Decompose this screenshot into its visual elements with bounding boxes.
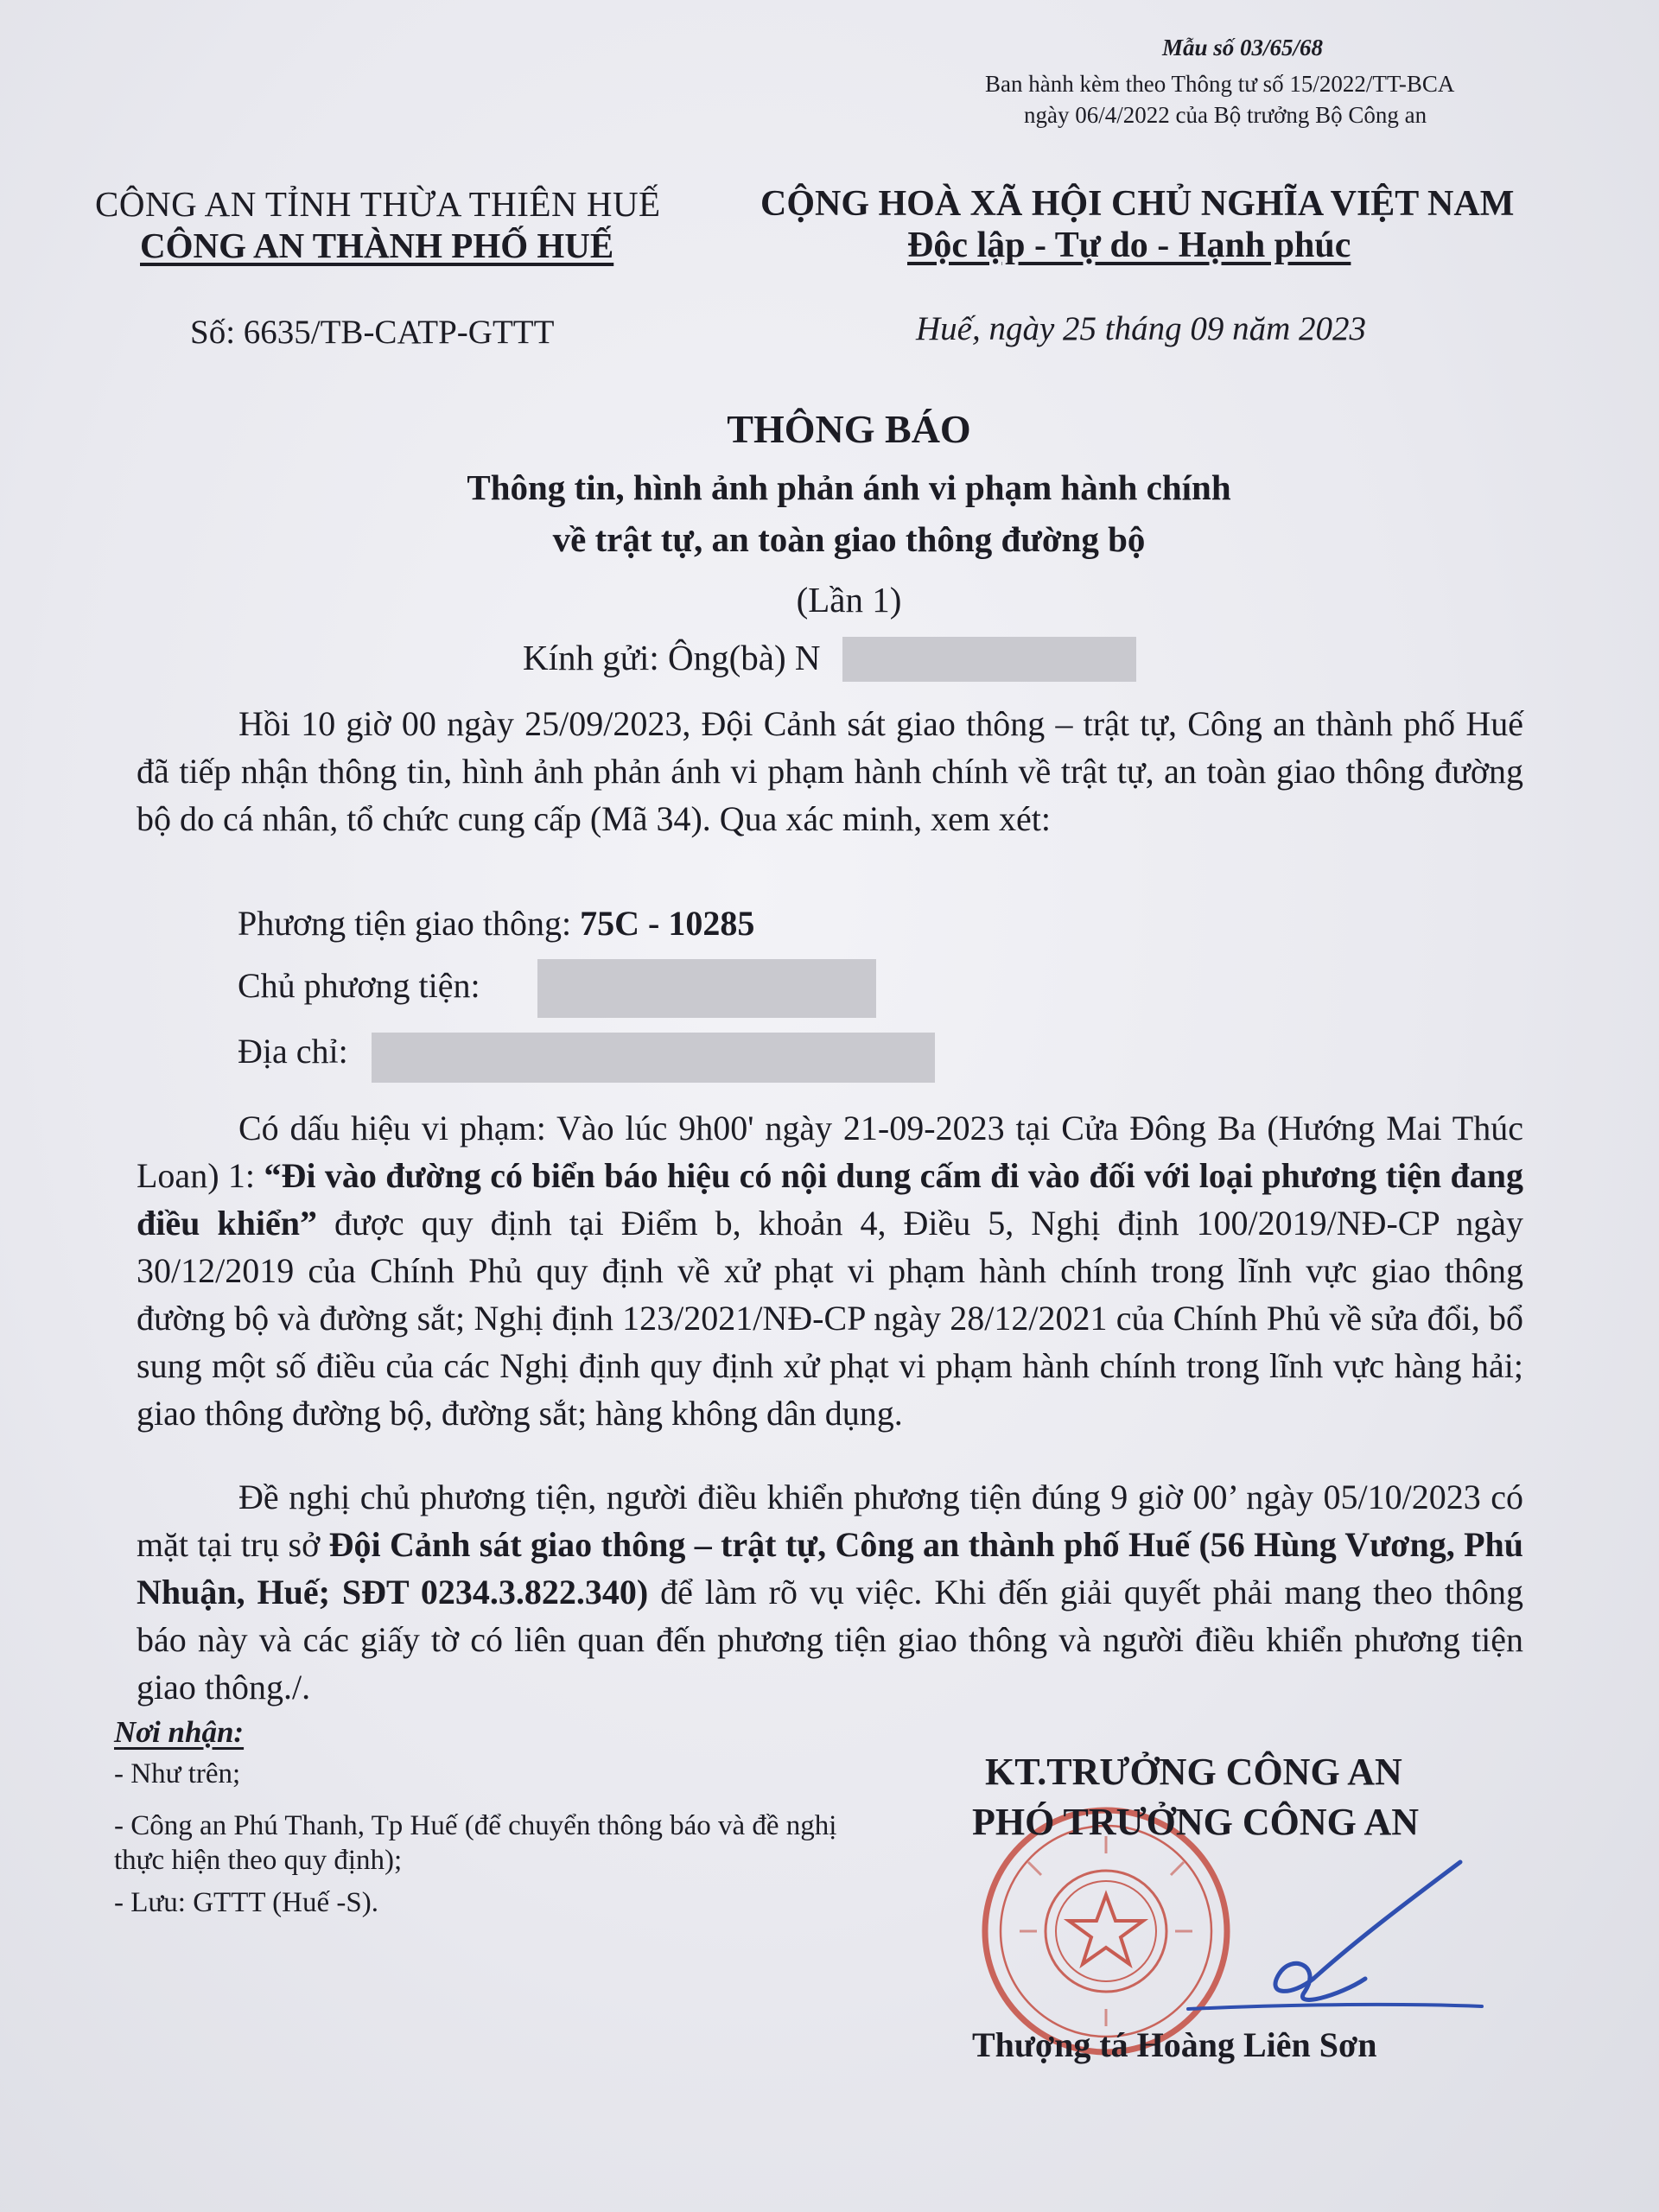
vehicle-plate: 75C - 10285 xyxy=(580,904,755,943)
form-issued-date: ngày 06/4/2022 của Bộ trưởng Bộ Công an xyxy=(1024,102,1427,128)
violation-legal-basis: được quy định tại Điểm b, khoản 4, Điều 5, Nghị định 100/2019/NĐ-CP ngày 30/12/2019 của Chính Phủ quy định về xử phạt vi phạm hành chính trong lĩnh vực giao thông đường bộ và đường sắt; Nghị định 123/2021/NĐ-CP ngày 28/12/2021 của Chính Phủ về sửa đổi, bổ sung một số điều của các Nghị định quy định xử phạt vi phạm hành chính trong lĩnh vực hàng hải; giao thông đường bộ, đường sắt; hàng không dân dụng. xyxy=(137,1204,1524,1433)
document-number: Số: 6635/TB-CATP-GTTT xyxy=(190,314,555,351)
request-text-end: để làm rõ vụ việc. Khi đến giải quyết phải mang theo thông báo này và các giấy tờ có liên quan đến phương tiện giao thông và người điều khiển phương tiện giao thông./. xyxy=(137,1573,1524,1707)
document-title: THÔNG BÁO xyxy=(727,407,971,451)
address-label: Địa chỉ: xyxy=(238,1032,348,1071)
recipients-title: Nơi nhận: xyxy=(114,1715,245,1749)
vehicle-label: Phương tiện giao thông: xyxy=(238,904,581,943)
address-field xyxy=(238,1031,348,1071)
recipient-label: Kính gửi: Ông(bà) N xyxy=(523,638,821,677)
redacted-recipient-name xyxy=(842,637,1136,682)
owner-label: Chủ phương tiện: xyxy=(238,966,480,1005)
agency-parent: CÔNG AN TỈNH THỪA THIÊN HUẾ xyxy=(95,184,661,224)
recipient-item: - Như trên; xyxy=(114,1758,241,1789)
redacted-address xyxy=(372,1033,935,1083)
place-date: Huế, ngày 25 tháng 09 năm 2023 xyxy=(916,310,1367,347)
country-name: CỘNG HOÀ XÃ HỘI CHỦ NGHĨA VIỆT NAM xyxy=(760,184,1515,224)
document-subtitle-line2: về trật tự, an toàn giao thông đường bộ xyxy=(552,519,1146,559)
agency-name: CÔNG AN THÀNH PHỐ HUẾ xyxy=(140,226,614,265)
form-number: Mẫu số 03/65/68 xyxy=(1162,35,1324,60)
redacted-owner-name xyxy=(537,959,876,1018)
violation-paragraph xyxy=(137,1104,1523,1437)
owner-field xyxy=(238,965,480,1006)
signer-name: Thượng tá Hoàng Liên Sơn xyxy=(972,2025,1377,2064)
handwritten-signature xyxy=(1184,1849,1486,2022)
form-issued-with: Ban hành kèm theo Thông tư số 15/2022/TT-BCA xyxy=(985,71,1455,97)
intro-paragraph: Hồi 10 giờ 00 ngày 25/09/2023, Đội Cảnh sát giao thông – trật tự, Công an thành phố Huế đã tiếp nhận thông tin, hình ảnh phản ánh vi phạm hành chính về trật tự, an toàn giao thông đường bộ do cá nhân, tổ chức cung cấp (Mã 34). Qua xác minh, xem xét: xyxy=(137,704,1523,838)
request-text-intro: Đề nghị chủ phương tiện, người điều khiển phương tiện đúng 9 giờ 00’ ngày 05/10/2023 có mặt tại trụ sở xyxy=(137,1478,1523,1564)
document-subtitle-line1: Thông tin, hình ảnh phản ánh vi phạm hành chính xyxy=(467,467,1231,507)
recipient-item: - Công an Phú Thanh, Tp Huế (để chuyển thông báo và đề nghị thực hiện theo quy định); xyxy=(114,1810,837,1876)
request-location: Đội Cảnh sát giao thông – trật tự, Công an thành phố Huế (56 Hùng Vương, Phú Nhuận, Huế; SĐT 0234.3.822.340) xyxy=(137,1525,1523,1611)
violation-description: “Đi vào đường có biển báo hiệu có nội dung cấm đi vào đối với loại phương tiện đang điều khiển” xyxy=(137,1156,1524,1243)
vehicle-field xyxy=(238,903,754,944)
signature-title-line2: PHÓ TRƯỞNG CÔNG AN xyxy=(972,1801,1420,1843)
violation-text-intro: Có dấu hiệu vi phạm: Vào lúc 9h00' ngày 21-09-2023 tại Cửa Đông Ba (Hướng Mai Thúc Loan) 1: xyxy=(137,1109,1523,1195)
signature-title-line1: KT.TRƯỞNG CÔNG AN xyxy=(985,1751,1402,1793)
national-motto: Độc lập - Tự do - Hạnh phúc xyxy=(907,226,1351,265)
recipient-item: - Lưu: GTTT (Huế -S). xyxy=(114,1887,378,1918)
occurrence-number: (Lần 1) xyxy=(796,580,902,620)
request-paragraph xyxy=(137,1473,1523,1711)
